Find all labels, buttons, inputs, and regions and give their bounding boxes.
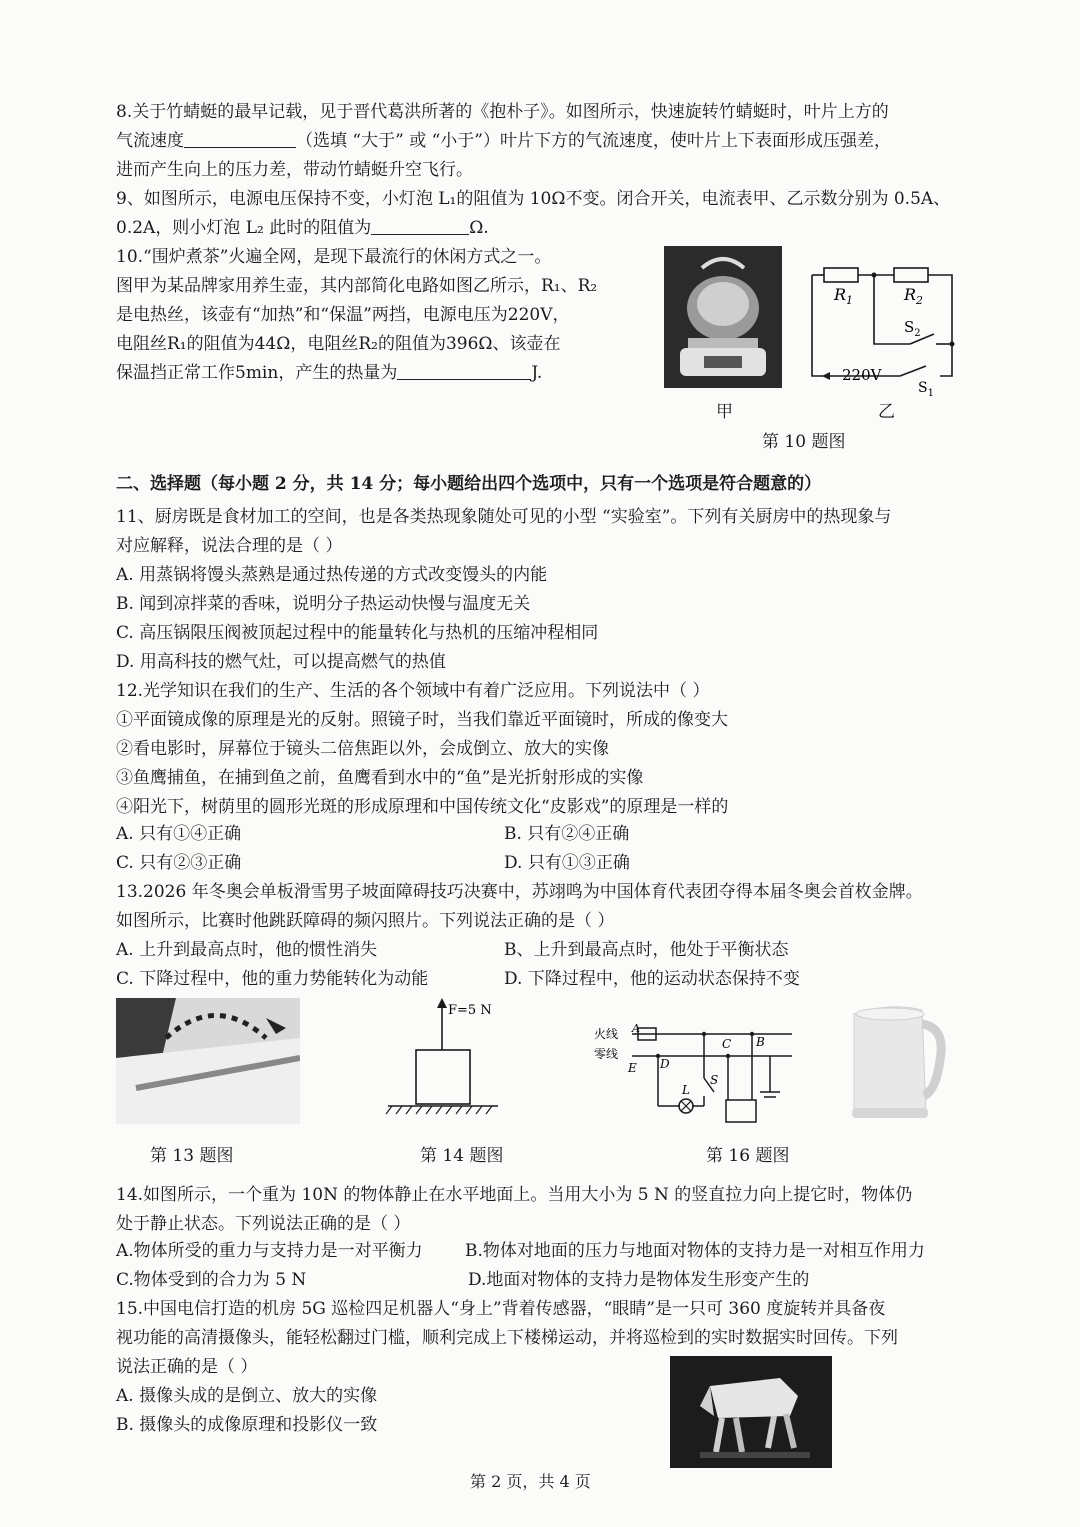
q10-line2: 图甲为某品牌家用养生壶，其内部简化电路如图乙所示，R₁、R₂ bbox=[116, 276, 598, 296]
fig16-caption: 第 16 题图 bbox=[706, 1146, 790, 1166]
kettle-photo bbox=[664, 246, 782, 388]
s2-label: $S_2$ bbox=[904, 318, 921, 339]
q12-option-c[interactable]: C. 只有②③正确 bbox=[116, 853, 242, 873]
fig10-label-yi: 乙 bbox=[878, 402, 895, 422]
q15-line1: 15.中国电信打造的机房 5G 巡检四足机器人“身上”背着传感器，“眼睛”是一只可 360 度旋转并具备夜 bbox=[116, 1299, 886, 1319]
point-a-label: A bbox=[632, 1022, 640, 1035]
kettle-illustration bbox=[664, 246, 782, 388]
q9-answer-blank[interactable] bbox=[371, 214, 469, 235]
force-arrow-icon bbox=[437, 998, 447, 1008]
q13-option-a[interactable]: A. 上升到最高点时，他的惯性消失 bbox=[116, 940, 378, 960]
q12-statement-3: ③鱼鹰捕鱼，在捕到鱼之前，鱼鹰看到水中的“鱼”是光折射形成的实像 bbox=[116, 768, 644, 788]
q15-line3: 说法正确的是（ ） bbox=[116, 1357, 258, 1377]
q8-line2-end: （选填 “大于” 或 “小于”）叶片下方的气流速度，使叶片上下表面形成压强差， bbox=[296, 131, 891, 151]
lamp-label: L bbox=[682, 1083, 690, 1097]
q15-line2: 视功能的高清摄像头，能轻松翻过门槛，顺利完成上下楼梯运动，并将巡检到的实时数据实时回传。下列 bbox=[116, 1328, 898, 1348]
electric-kettle-photo bbox=[840, 1000, 952, 1128]
q15-option-b[interactable]: B. 摄像头的成像原理和投影仪一致 bbox=[116, 1415, 378, 1435]
q15-option-a[interactable]: A. 摄像头成的是倒立、放大的实像 bbox=[116, 1386, 378, 1406]
force-label: F=5 N bbox=[448, 1003, 492, 1018]
q14-option-d[interactable]: D.地面对物体的支持力是物体发生形变产生的 bbox=[468, 1270, 810, 1290]
q12-option-b[interactable]: B. 只有②④正确 bbox=[504, 824, 630, 844]
fig10-caption: 第 10 题图 bbox=[762, 432, 846, 452]
q14-option-c[interactable]: C.物体受到的合力为 5 N bbox=[116, 1270, 307, 1290]
current-arrow-icon bbox=[822, 372, 830, 380]
q13-option-c[interactable]: C. 下降过程中，他的重力势能转化为动能 bbox=[116, 969, 429, 989]
q8-answer-blank[interactable] bbox=[184, 127, 296, 148]
q12-option-a[interactable]: A. 只有①④正确 bbox=[116, 824, 242, 844]
q10-line3: 是电热丝，该壶有“加热”和“保温”两挡，电源电压为220V， bbox=[116, 305, 570, 325]
r1-label: $R_1$ bbox=[834, 285, 854, 307]
q12-statement-1: ①平面镜成像的原理是光的反射。照镜子时，当我们靠近平面镜时，所成的像变大 bbox=[116, 710, 728, 730]
q9-line2-end: Ω. bbox=[469, 218, 489, 238]
block-force-diagram bbox=[380, 996, 510, 1126]
q10-line1: 10.“围炉煮茶”火遍全网，是现下最流行的休闲方式之一。 bbox=[116, 247, 552, 267]
q14-option-b[interactable]: B.物体对地面的压力与地面对物体的支持力是一对相互作用力 bbox=[465, 1241, 925, 1261]
q11-option-a[interactable]: A. 用蒸锅将馒头蒸熟是通过热传递的方式改变馒头的内能 bbox=[116, 565, 548, 585]
r2-label: $R_2$ bbox=[904, 285, 924, 307]
q13-line1: 13.2026 年冬奥会单板滑雪男子坡面障碍技巧决赛中，苏翊鸣为中国体育代表团夺得本届冬奥会首枚金牌。 bbox=[116, 882, 923, 902]
point-e-label: E bbox=[628, 1061, 637, 1075]
q14-option-a[interactable]: A.物体所受的重力与支持力是一对平衡力 bbox=[116, 1241, 423, 1261]
q12-option-d[interactable]: D. 只有①③正确 bbox=[504, 853, 630, 873]
point-d-label: D bbox=[660, 1057, 670, 1071]
live-wire-label: 火线 bbox=[594, 1027, 619, 1041]
q13-option-d[interactable]: D. 下降过程中，他的运动状态保持不变 bbox=[504, 969, 800, 989]
q11-option-b[interactable]: B. 闻到凉拌菜的香味，说明分子热运动快慢与温度无关 bbox=[116, 594, 531, 614]
section-2-heading: 二、选择题（每小题 2 分，共 14 分；每小题给出四个选项中，只有一个选项是符合题意的） bbox=[116, 474, 822, 494]
fig13-caption: 第 13 题图 bbox=[150, 1146, 234, 1166]
s1-label: $S_1$ bbox=[918, 380, 934, 398]
q9-line2-start: 0.2A，则小灯泡 L₂ 此时的阻值为 bbox=[116, 218, 372, 238]
snowboard-strobe-photo bbox=[116, 998, 300, 1124]
q11-line1: 11、厨房既是食材加工的空间，也是各类热现象随处可见的小型 “实验室”。下列有关厨房中的热现象与 bbox=[116, 507, 892, 527]
q12-statement-2: ②看电影时，屏幕位于镜头二倍焦距以外，会成倒立、放大的实像 bbox=[116, 739, 609, 759]
q10-answer-blank[interactable] bbox=[397, 359, 531, 380]
q8-line2 bbox=[116, 127, 891, 156]
q11-line2: 对应解释，说法合理的是（ ） bbox=[116, 536, 343, 556]
q11-option-c[interactable]: C. 高压锅限压阀被顶起过程中的能量转化与热机的压缩冲程相同 bbox=[116, 623, 599, 643]
q11-option-d[interactable]: D. 用高科技的燃气灶，可以提高燃气的热值 bbox=[116, 652, 446, 672]
q10-line4: 电阻丝R₁的阻值为44Ω，电阻丝R₂的阻值为396Ω、该壶在 bbox=[116, 334, 561, 354]
q10-line5 bbox=[116, 359, 542, 388]
q12-statement-4: ④阳光下，树荫里的圆形光斑的形成原理和中国传统文化“皮影戏”的原理是一样的 bbox=[116, 797, 729, 817]
fig10-label-jia: 甲 bbox=[716, 402, 733, 422]
q9-line1: 9、如图所示，电源电压保持不变，小灯泡 L₁的阻值为 10Ω不变。闭合开关，电流表甲、乙示数分别为 0.5A、 bbox=[116, 189, 951, 209]
q8-line1: 8.关于竹蜻蜓的最早记载，见于晋代葛洪所著的《抱朴子》。如图所示，快速旋转竹蜻蜓时，叶片上方的 bbox=[116, 102, 889, 122]
point-c-label: C bbox=[722, 1037, 732, 1051]
robot-dog-illustration bbox=[670, 1356, 832, 1468]
q10-line5-end: J. bbox=[531, 363, 543, 383]
page-footer: 第 2 页，共 4 页 bbox=[470, 1472, 591, 1491]
q8-line3: 进而产生向上的压力差，带动竹蜻蜓升空飞行。 bbox=[116, 160, 473, 180]
q14-line1: 14.如图所示，一个重为 10N 的物体静止在水平地面上。当用大小为 5 N 的竖直拉力向上提它时，物体仍 bbox=[116, 1185, 913, 1205]
q12-line1: 12.光学知识在我们的生产、生活的各个领域中有着广泛应用。下列说法中（ ） bbox=[116, 681, 710, 701]
heater-circuit-diagram bbox=[800, 258, 970, 398]
q9-line2 bbox=[116, 214, 489, 243]
neutral-wire-label: 零线 bbox=[594, 1047, 619, 1061]
robot-dog-photo bbox=[670, 1356, 832, 1468]
q10-line5-start: 保温挡正常工作5min，产生的热量为 bbox=[116, 363, 398, 383]
q13-option-b[interactable]: B、上升到最高点时，他处于平衡状态 bbox=[504, 940, 789, 960]
fig14-caption: 第 14 题图 bbox=[420, 1146, 504, 1166]
point-b-label: B bbox=[756, 1035, 765, 1049]
voltage-label: 220V bbox=[842, 366, 882, 384]
household-circuit-diagram bbox=[592, 1022, 802, 1132]
snowboard-illustration bbox=[116, 998, 300, 1124]
q8-line2-start: 气流速度 bbox=[116, 131, 184, 151]
q13-line2: 如图所示，比赛时他跳跃障碍的频闪照片。下列说法正确的是（ ） bbox=[116, 911, 615, 931]
q14-line2: 处于静止状态。下列说法正确的是（ ） bbox=[116, 1214, 411, 1234]
switch-label: S bbox=[710, 1073, 719, 1087]
